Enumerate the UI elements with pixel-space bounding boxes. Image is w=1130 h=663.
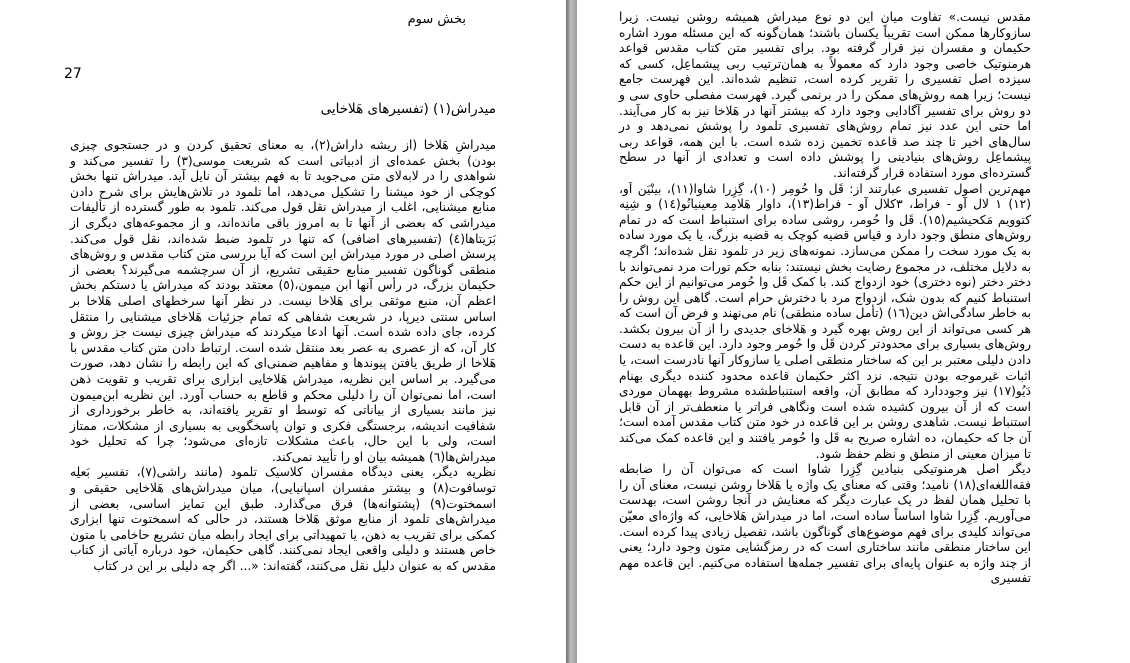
left-body-text: [70, 138, 496, 575]
page-number: 27: [64, 66, 82, 82]
paragraph: میدراشِ هَلاخا (از ریشه داراش(۲)، به معنای تحقیق کردن و در جستجوی چیزی بودن) بخش عمده‌ای از ادبیاتی است که شریعت موسی(۳) را تفسیر می‌کند و شواهدی را در لابه‌لای متن می‌جوید تا به فهم بیشتر آن نایل آید. میدراش تنها بخش کوچکی از خود میشنا را تشکیل می‌دهد، اما تلمود در تلاش‌هایش برای شرح دادن منابع میشنایی، اغلب از میدراش نقل قول می‌کند. تلمود به طور گسترده از تألیفات میدراشی که بعضی از آنها تا به امروز باقی مانده‌اند، و از مجموعه‌های دیگری از بَرَیتاها(٤) (تفسیرهای اضافی) که تنها در تلمود ضبط شده‌اند، نقل قول می‌کند. پرسش اصلی در مورد میدراش این است که آیا بررسی متن کتاب مقدس و روش‌های منطقی گوناگون تفسیر منابع حقیقی تشریع، از آن سرچشمه می‌گیرند؟ بعضی از حکیمان بزرگ، در رأس آنها ابن میمون،(٥) معتقد بودند که میدراش یا دستکم بخش اعظم آن، منبع موثقی برای هَلاخا نیست. در نظر آنها سرخطهای اصلی هَلاخا بر اساس سنتی دیرپا، در شریعت شفاهی که تمام جزئیات هَلاخای میشنایی را منتقل کرده، جای داده شده است. آنها ادعا میکردند که میدراش چیزی نیست جز روش و کار آن، که از عصری به عصر بعد منتقل شده است. ارتباط دادن متن کتاب مقدس با هَلاخا از طریق یافتن پیوندها و مفاهیم ضمنی‌ای که این رابطه را نشان دهد، صورت می‌گیرد. بر اساس این نظریه، میدراش هَلاخایی ابزاری برای تقریب و تقویت ذهن است، اما نمی‌توان آن را دلیلی محکم و قاطع به حساب آورد. این نظریه ابن‌میمون نیز مانند بسیاری از بیاناتی که توسط او تقریر یافته‌اند، به خاطر برخورداری از شفافیت اندیشه، برجستگی فکری و توان پاسخگویی به بسیاری از مشکلات، ممتاز است، ولی با این حال، باعث مشکلات تازه‌ای می‌شود؛ چرا که تحلیل خود میدراش‌ها(٦) همیشه بیان او را تأیید نمی‌کند.: [70, 138, 497, 464]
right-page: [577, 0, 1130, 663]
paragraph: مقدس نیست.» تفاوت میان این دو نوع میدراش همیشه روشن نیست. زیرا سازوکارها ممکن است تقریباً یکسان باشند؛ همان‌گونه که این مسئله مورد اشاره حکیمان و مفسران نیز قرار گرفته بود. برای تفسیر متن کتاب مقدس قواعد هرمنوتیک خاصی وجود دارد که معمولاً به همان‌ترتیب ربی پیشماعِل، کسی که سیزده اصل تفسیری را تقریر کرده است، تنظیم شده‌اند. این فهرست جامع نیست؛ زیرا همه روش‌های ممکن را در برنمی گیرد. فهرست مفصلی حاوی سی و دو روش برای تفسیر آگادایی وجود دارد که بیشتر آنها در هَلاخا نیز به کار می‌آیند. اما حتی این عدد نیز تمام روش‌های تفسیری تلمود را پوشش نمی‌دهد و در سال‌های اخیر تا چند صد قاعده تخمین زده شده است. با این همه، قواعد ربی پیشماعِل روش‌های بنیادینی را پوشش داده است و تعدادی از آنها در سطح گسترده‌ای مورد استفاده قرار گرفته‌اند.: [619, 10, 1031, 180]
chapter-header: بخش سوم: [407, 12, 466, 27]
paragraph: مهم‌ترین اصول تفسیری عبارتند از: قَل وا حُومِر (۱۰)، گِزِرا شاوا(۱۱)، بینْیَن اَو،(۱۲) ١ لال آو - فراط، ٣کلال آو - فراط(۱۳)، داوار هَلامِد مِعینیانُو(١٤) و شِنِه کتوویم مَکحیشیم(١٥). قَل وا حُومر، روشی ساده برای استنباط است که در تمام روش‌های منطق وجود دارد و قیاس قضیه کوچک به قضیه بزرگ، یا یک مورد ساده به یک مورد سخت را ممکن می‌سازد. نمونه‌های زیر در تلمود نقل شده‌اند؛ اگرچه به دلایل مختلف، در مجموع رضایت بخش نیستند: بنابه حکم تورات مرد نمی‌تواند با دختر دختر (نوه دختری) خود ازدواج کند. با کمک قَل وا حُومر می‌توانیم از این حکم استنباط کنیم که بدون شک، ازدواج مرد با دخترش حرام است. گاهی این روش را به خاطر سادگی‌اش دین(۱٦) (تأمل ساده منطقی) نام می‌نهند و فرض آن است که هر کسی می‌تواند از این روش بهره گیرد و هَلاخای جدیدی را از آن بیرون بکشد. روش‌های بسیاری برای محدودتر کردن قَل وا حُومر وجود دارد. این قاعده به دست دادن دلیلی معتبر بر این که ساختار منطقی اصلی یا سازوکار آنها نادرست است، یا اثبات غیرموجه بودن نتیجه. نزد اکثر حکیمان قاعده محدود کننده دیگری بهنام دَیُو(۱۷) نیز وجوددارد که مطابق آن، واقعه استنباطشده مشروط بههمان موردی است که از آن بیرون کشیده شده است ونگاهی فراتر یا منعطف‌تر از آن قابل استنباط نیست. شاهدی روشن بر این قاعده در خود متن کتاب مقدس آمده است؛ آن جا که حکیمان، ده اشاره صریح به قَل وا حُومر یافتند و این قاعده کمک می‌کند تا میزان معینی از منطق و نظم حفظ شود.: [619, 181, 1031, 461]
paragraph: نظریه دیگر، یعنی دیدگاه مفسران کلاسیک تلمود (مانند راشی(۷)، تفسیر بَعلِه توسافوت(۸) و بیشتر مفسران اسپانیایی)، میان میدراش‌های هَلاخایی حقیقی و اسمختوت(۹) (پشتوانه‌ها) فرق می‌گذارد. طبق این تمایز اساسی، بعضی از میدراش‌های تلمود از منابع موثق هَلاخا هستند، در حالی که اسمختوت تنها ابزاری کمکی برای تقریب به ذهن، یا تمهیداتی برای ایجاد رابطه میان تشریع حاخامی با متون خاص هستند و دلیلی واقعی ایجاد نمی‌کنند. گاهی حکیمان، خود درباره آیاتی از کتاب مقدس که به عنوان دلیل نقل می‌کنند، گفته‌اند: «... اگر چه دلیلی بر این در کتاب: [70, 465, 496, 574]
section-heading: میدراش(۱) (تفسیرهای هَلاخایی: [320, 101, 496, 117]
right-body-text: [619, 10, 1031, 587]
paragraph: دیگر اصل هرمنوتیکی بنیادین گِزِرا شاوا است که می‌توان آن را ضابطه فقه‌اللغه‌ای(۱۸) نامید؛ وقتی که معنای یک واژه یا هَلاخا روشن نیست، معنای آن را با تحلیل همان لفظ در یک عبارت دیگر که معنایش در آنجا روشن است، بهدست می‌آوریم. گِزِرا شاوا اساساً ساده است، اما در میدراش هَلاخایی، که واژه‌ای معیّن می‌تواند کلیدی برای فهم موضوع‌های گوناگون باشد، تفصیل زیادی پیدا کرده است. این ساختار منطقی مانند ساختاری است که در رمزگشایی متون وجود دارد؛ یعنی از چند واژه به عنوان پایه‌ای برای تفسیر جمله‌ها استفاده می‌کنیم. این قاعده مهم تفسیری: [619, 462, 1031, 586]
page-gutter: [566, 0, 577, 663]
